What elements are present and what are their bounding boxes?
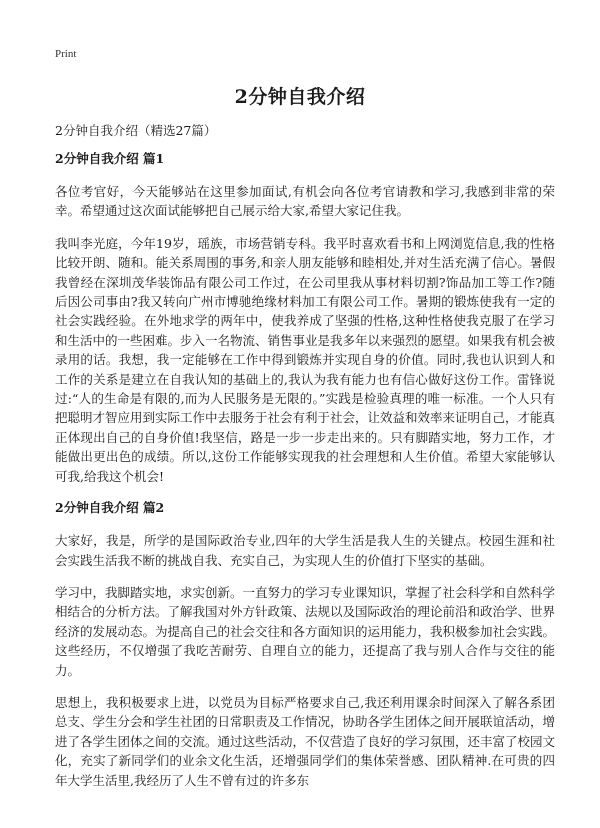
document-body [55, 150, 555, 803]
section-heading: 2分钟自我介绍 篇2 [55, 500, 165, 516]
section-2 [55, 499, 555, 790]
document-subtitle: 2分钟自我介绍（精选27篇） [55, 123, 217, 138]
print-label: Print [55, 48, 77, 60]
paragraph: 各位考官好，今天能够站在这里参加面试,有机会向各位考官请教和学习,我感到非常的荣幸。希望通过这次面试能够把自己展示给大家,希望大家记住我。 [55, 184, 555, 219]
paragraph: 思想上，我积极要求上进，以党员为目标严格要求自己,我还利用课余时间深入了解各系团总支、学生分会和学生社团的日常职责及工作情况，协助各学生团体之间开展联谊活动，增进了各学生团体之间的交流。通过这些活动，不仅营造了良好的学习氛围，还丰富了校园文化，充实了新同学们的业余文化生活，还增强同学们的集体荣誉感、团队精神.在可贵的四年大学生活里,我经历了人生不曾有过的许多东 [55, 694, 556, 788]
section-heading: 2分钟自我介绍 篇1 [55, 151, 165, 166]
paragraph: 大家好，我是，所学的是国际政治专业,四年的大学生活是我人生的关键点。校园生涯和社会实践生活我不断的挑战自我、充实自己，为实现人生的价值打下坚实的基础。 [55, 533, 555, 568]
section-1 [55, 150, 555, 486]
document-title: 2分钟自我介绍 [234, 86, 366, 108]
paragraph: 学习中，我脚踏实地，求实创新。一直努力的学习专业课知识，掌握了社会科学和自然科学相结合的分析方法。了解我国对外方针政策、法规以及国际政治的理论前沿和政治学、世界经济的发展动态。为提高自己的社会交往和各方面知识的运用能力，我积极参加社会实践。这些经历，不仅增强了我吃苦耐劳、自理自立的能力，还提高了我与别人合作与交往的能力。 [55, 584, 556, 678]
paragraph: 我叫李光庭，今年19岁，瑶族，市场营销专科。我平时喜欢看书和上网浏览信息,我的性格比较开朗、随和。能关系周围的事务,和亲人朋友能够和睦相处,并对生活充满了信心。暑假我曾经在深圳茂华装饰品有限公司工作过，在公司里我从事材料切割?饰品加工等工作?随后因公司事由?我又转向广州市博驰绝缘材料加工有限公司工作。暑期的锻炼使我有一定的社会实践经验。在外地求学的两年中，使我养成了坚强的性格,这种性格使我克服了在学习和生活中的一些困难。步入一名物流、销售事业是我多年以来强烈的愿望。如果我有机会被录用的话。我想，我一定能够在工作中得到锻炼并实现自身的价值。同时,我也认识到人和工作的关系是建立在自我认知的基础上的,我认为我有能力也有信心做好这份工作。雷锋说过:“人的生命是有限的,而为人民服务是无限的。”实践是检验真理的唯一标准。一个人只有把聪明才智应用到实际工作中去服务于社会有利于社会，让效益和效率来证明自己，才能真正体现出自己的自身价值!我坚信，路是一步一步走出来的。只有脚踏实地，努力工作，才能做出更出色的成绩。所以,这份工作能够实现我的社会理想和人生价值。希望大家能够认可我,给我这个机会! [55, 235, 556, 484]
